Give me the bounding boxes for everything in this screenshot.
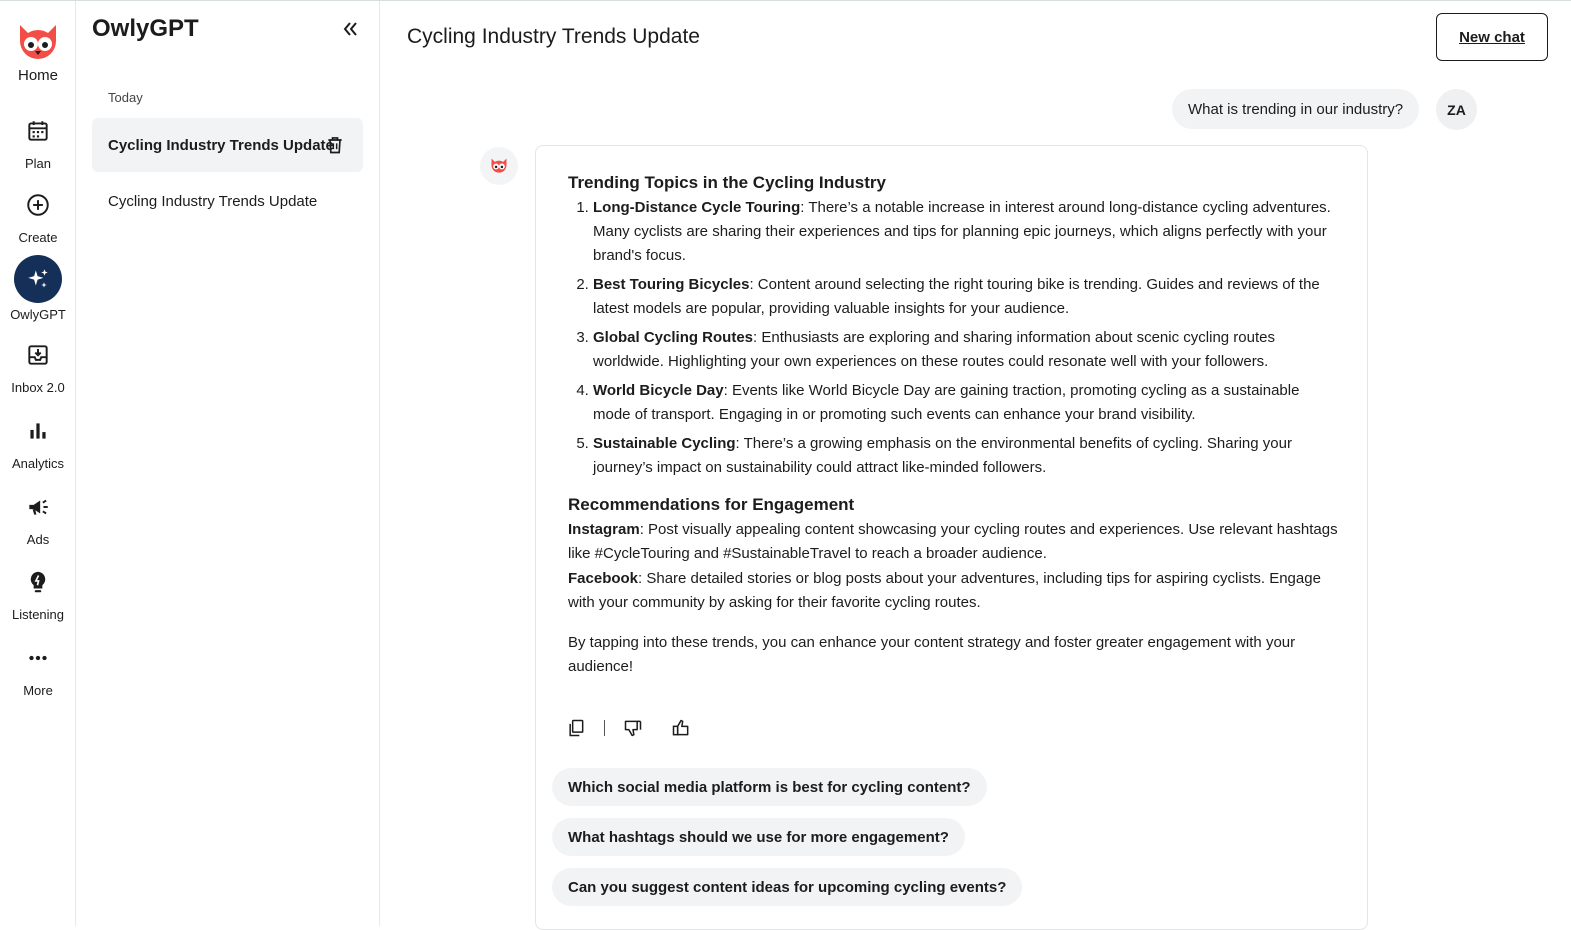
suggestion-chip[interactable]: Which social media platform is best for cycling content? [552, 768, 987, 806]
topic-title: Long-Distance Cycle Touring [593, 199, 801, 216]
owl-logo-icon [489, 156, 509, 176]
assistant-response [568, 172, 1338, 679]
rail-item-analytics[interactable] [0, 418, 76, 471]
trending-topics-list [568, 196, 1338, 480]
topic-text: : There’s a notable increase in interest around long-distance cycling adventures. Many cyclists are sharing their experiences and tips for planning epic journeys, which aligns perfectly with your brand's focus. [593, 199, 1331, 264]
topic-text: : Events like World Bicycle Day are gaining traction, promoting cycling as a sustainable mode of transport. Engaging in or promoting such events can enhance your brand visibility. [593, 382, 1300, 423]
calendar-icon [25, 118, 51, 144]
suggestion-chip[interactable]: Can you suggest content ideas for upcoming cycling events? [552, 868, 1022, 906]
rail-label-more: More [23, 683, 53, 698]
chat-main [380, 1, 1571, 926]
rail-item-inbox[interactable] [0, 342, 76, 395]
history-item-active[interactable] [92, 118, 363, 172]
response-actions [566, 716, 691, 740]
trash-icon[interactable] [325, 135, 345, 155]
rail-item-create[interactable] [0, 192, 76, 245]
avatar: ZA [1436, 89, 1477, 130]
recommendation-title: Facebook [568, 570, 639, 587]
assistant-response-card [535, 145, 1368, 930]
list-item [593, 273, 1338, 321]
recommendation [568, 518, 1338, 566]
page-title: Cycling Industry Trends Update [407, 25, 700, 48]
left-rail [0, 1, 76, 926]
rail-label-plan: Plan [24, 156, 52, 171]
rail-label-create: Create [18, 230, 58, 245]
sidebar-title: OwlyGPT [92, 15, 199, 42]
user-message: What is trending in our industry? [1172, 89, 1419, 129]
recommendation-text: : Post visually appealing content showcasing your cycling routes and experiences. Use relevant hashtags like #CycleTouring and #SustainableTravel to reach a broader audience. [568, 521, 1338, 562]
topic-title: Best Touring Bicycles [593, 276, 750, 293]
history-item[interactable] [92, 174, 363, 228]
recommendation-title: Instagram [568, 521, 640, 538]
topic-text: : There’s a growing emphasis on the environmental benefits of cycling. Sharing your journey’s impact on sustainability could attract like-minded followers. [593, 435, 1292, 476]
rail-item-plan[interactable] [0, 118, 76, 171]
rail-item-ads[interactable] [0, 494, 76, 547]
rail-item-more[interactable] [0, 645, 76, 698]
rail-label-listening: Listening [11, 607, 65, 622]
bot-avatar [480, 147, 518, 185]
rail-label-analytics: Analytics [11, 456, 65, 471]
ellipsis-icon [25, 645, 51, 671]
sparkle-icon [25, 266, 51, 292]
recommendation [568, 567, 1338, 615]
copy-icon[interactable] [566, 718, 586, 738]
inbox-icon [25, 342, 51, 368]
thumbs-up-icon[interactable] [671, 718, 691, 738]
history-item-label: Cycling Industry Trends Update [108, 192, 318, 210]
action-divider [604, 720, 605, 736]
megaphone-icon [25, 494, 51, 520]
topic-title: World Bicycle Day [593, 382, 724, 399]
rail-label-inbox: Inbox 2.0 [11, 380, 65, 395]
rail-item-home[interactable] [0, 19, 76, 84]
collapse-sidebar-icon[interactable] [338, 17, 362, 41]
recommendation-text: : Share detailed stories or blog posts about your adventures, including tips for aspiring cyclists. Engage with your community by asking for their favorite cycling routes. [568, 570, 1321, 611]
response-heading: Recommendations for Engagement [568, 495, 855, 514]
response-heading: Trending Topics in the Cycling Industry [568, 173, 886, 192]
list-item [593, 432, 1338, 480]
owlygpt-active-bubble [14, 255, 62, 303]
rail-label-owlygpt: OwlyGPT [10, 307, 66, 322]
topic-title: Sustainable Cycling [593, 435, 736, 452]
rail-item-owlygpt[interactable] [0, 255, 76, 322]
chat-history-sidebar [76, 1, 380, 926]
history-section-label: Today [108, 90, 143, 105]
rail-label-home: Home [17, 67, 58, 84]
topic-text: : Content around selecting the right touring bike is trending. Guides and reviews of the latest models are popular, providing valuable insights for your audience. [593, 276, 1320, 317]
list-item [593, 326, 1338, 374]
lightbulb-icon [25, 569, 51, 595]
list-item [593, 379, 1338, 427]
history-item-label: Cycling Industry Trends Update [108, 136, 334, 154]
topic-text: : Enthusiasts are exploring and sharing information about scenic cycling routes worldwide. Highlighting your own experiences on these routes could resonate well with your followers. [593, 329, 1275, 370]
rail-label-ads: Ads [26, 532, 50, 547]
suggestion-chip[interactable]: What hashtags should we use for more engagement? [552, 818, 965, 856]
plus-circle-icon [25, 192, 51, 218]
bar-chart-icon [25, 418, 51, 444]
closing-text: By tapping into these trends, you can enhance your content strategy and foster greater engagement with your audience! [568, 634, 1296, 675]
owl-logo-icon [14, 19, 62, 67]
topic-title: Global Cycling Routes [593, 329, 754, 346]
new-chat-button[interactable]: New chat [1436, 13, 1548, 61]
thumbs-down-icon[interactable] [623, 718, 643, 738]
list-item [593, 196, 1338, 268]
rail-item-listening[interactable] [0, 569, 76, 622]
